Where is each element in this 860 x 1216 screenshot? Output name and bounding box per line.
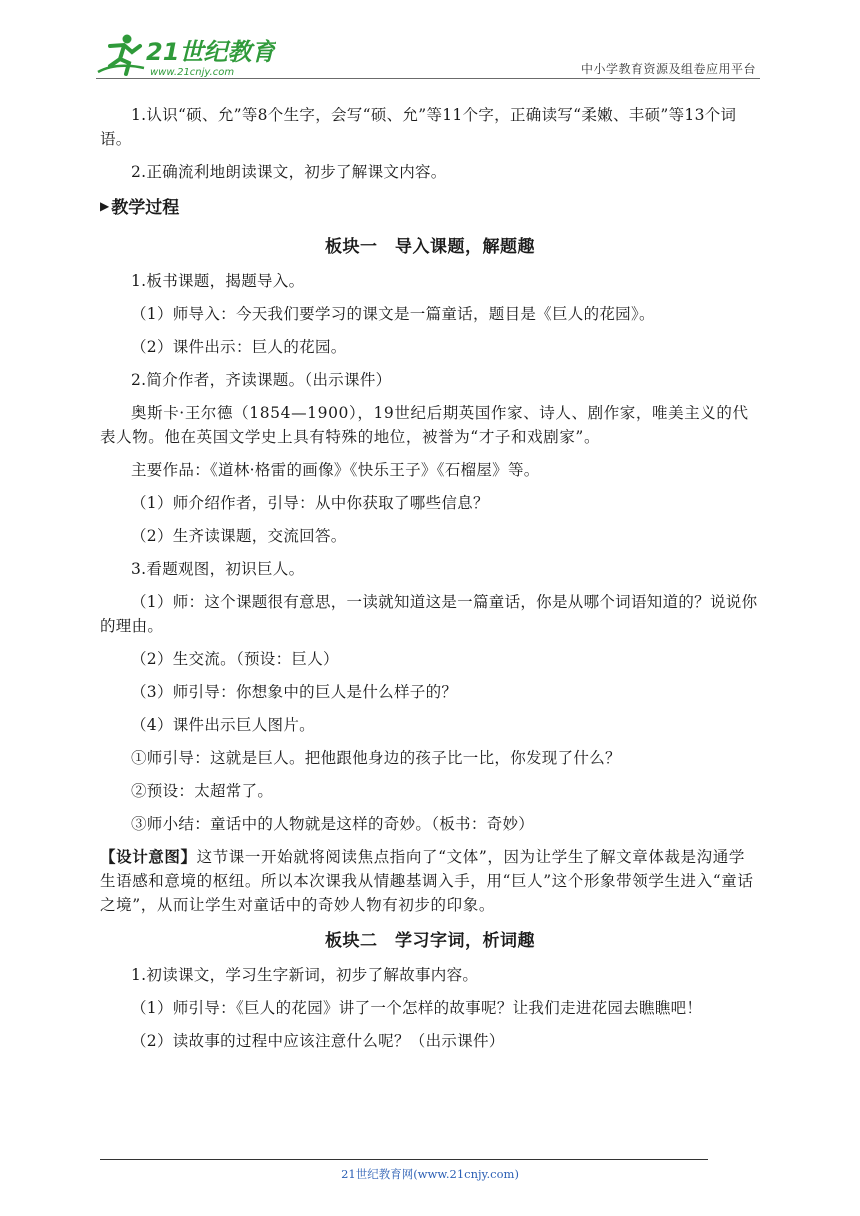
header-divider — [96, 78, 760, 79]
block2-title: 板块二 学习字词，析词趣 — [325, 931, 535, 951]
page-header — [96, 28, 760, 80]
objective-1: 1.认识“硕、允”等8个生字，会写“硕、允”等11个字，正确读写“柔嫩、丰硕”等13个词语。 — [100, 106, 737, 148]
footer-divider — [100, 1159, 708, 1160]
platform-name: 中小学教育资源及组卷应用平台 — [580, 62, 756, 76]
logo-text: 21世纪教育 — [146, 38, 276, 66]
b1-line: ②预设：太超常了。 — [131, 782, 274, 800]
b1-line: 2.简介作者，齐读课题。（出示课件） — [131, 371, 392, 389]
b1-line: （3）师引导：你想象中的巨人是什么样子的？ — [131, 683, 458, 701]
b1-line: （2）生交流。（预设：巨人） — [131, 650, 339, 668]
author-intro: 奥斯卡·王尔德（1854—1900），19世纪后期英国作家、诗人、剧作家，唯美主义的代表人物。他在英国文学史上具有特殊的地位，被誉为“才子和戏剧家”。 — [100, 404, 749, 446]
design-intent-label: 【设计意图】 — [100, 847, 197, 866]
b1-line: ①师引导：这就是巨人。把他跟他身边的孩子比一比，你发现了什么？ — [131, 749, 621, 767]
design-intent-text: 这节课一开始就将阅读焦点指向了“文体”，因为让学生了解文章体裁是沟通学生语感和意境的枢纽。所以本次课我从情趣基调入手，用“巨人”这个形象带领学生进入“童话之境”，从而让学生对童话中的奇妙人物有初步的印象。 — [100, 848, 754, 914]
b1-line: 3.看题观图，初识巨人。 — [131, 560, 305, 578]
lesson-content — [100, 103, 760, 1062]
footer-source: 21世纪教育网(www.21cnjy.com) — [341, 1167, 519, 1181]
b1-line: （1）师导入：今天我们要学习的课文是一篇童话，题目是《巨人的花园》。 — [131, 305, 655, 323]
b2-line: 1.初读课文，学习生字新词，初步了解故事内容。 — [131, 966, 479, 984]
b1-line: （1）师：这个课题很有意思，一读就知道这是一篇童话，你是从哪个词语知道的？说说你的理由。 — [100, 593, 758, 635]
b2-line: （1）师引导：《巨人的花园》讲了一个怎样的故事呢？让我们走进花园去瞧瞧吧！ — [131, 999, 703, 1017]
b1-line: （1）师介绍作者，引导：从中你获取了哪些信息？ — [131, 494, 489, 512]
section-heading — [100, 193, 760, 218]
runner-logo-icon — [96, 32, 276, 78]
b1-line: （4）课件出示巨人图片。 — [131, 716, 315, 734]
b1-line: 主要作品：《道林·格雷的画像》《快乐王子》《石榴屋》等。 — [131, 461, 540, 479]
b2-line: （2）读故事的过程中应该注意什么呢？（出示课件） — [131, 1032, 505, 1050]
b1-line: （2）课件出示：巨人的花园。 — [131, 338, 347, 356]
design-intent — [100, 845, 760, 917]
objective-2: 2.正确流利地朗读课文，初步了解课文内容。 — [131, 163, 447, 181]
b1-line: 1.板书课题，揭题导入。 — [131, 272, 305, 290]
section-heading-text: 教学过程 — [111, 198, 180, 218]
b1-line: ③师小结：童话中的人物就是这样的奇妙。（板书：奇妙） — [131, 815, 535, 833]
logo — [96, 32, 276, 78]
b1-line: （2）生齐读课题，交流回答。 — [131, 527, 347, 545]
logo-url: www.21cnjy.com — [150, 67, 235, 78]
triangle-bullet-icon: ▶ — [100, 198, 110, 213]
block1-title: 板块一 导入课题，解题趣 — [325, 237, 535, 257]
